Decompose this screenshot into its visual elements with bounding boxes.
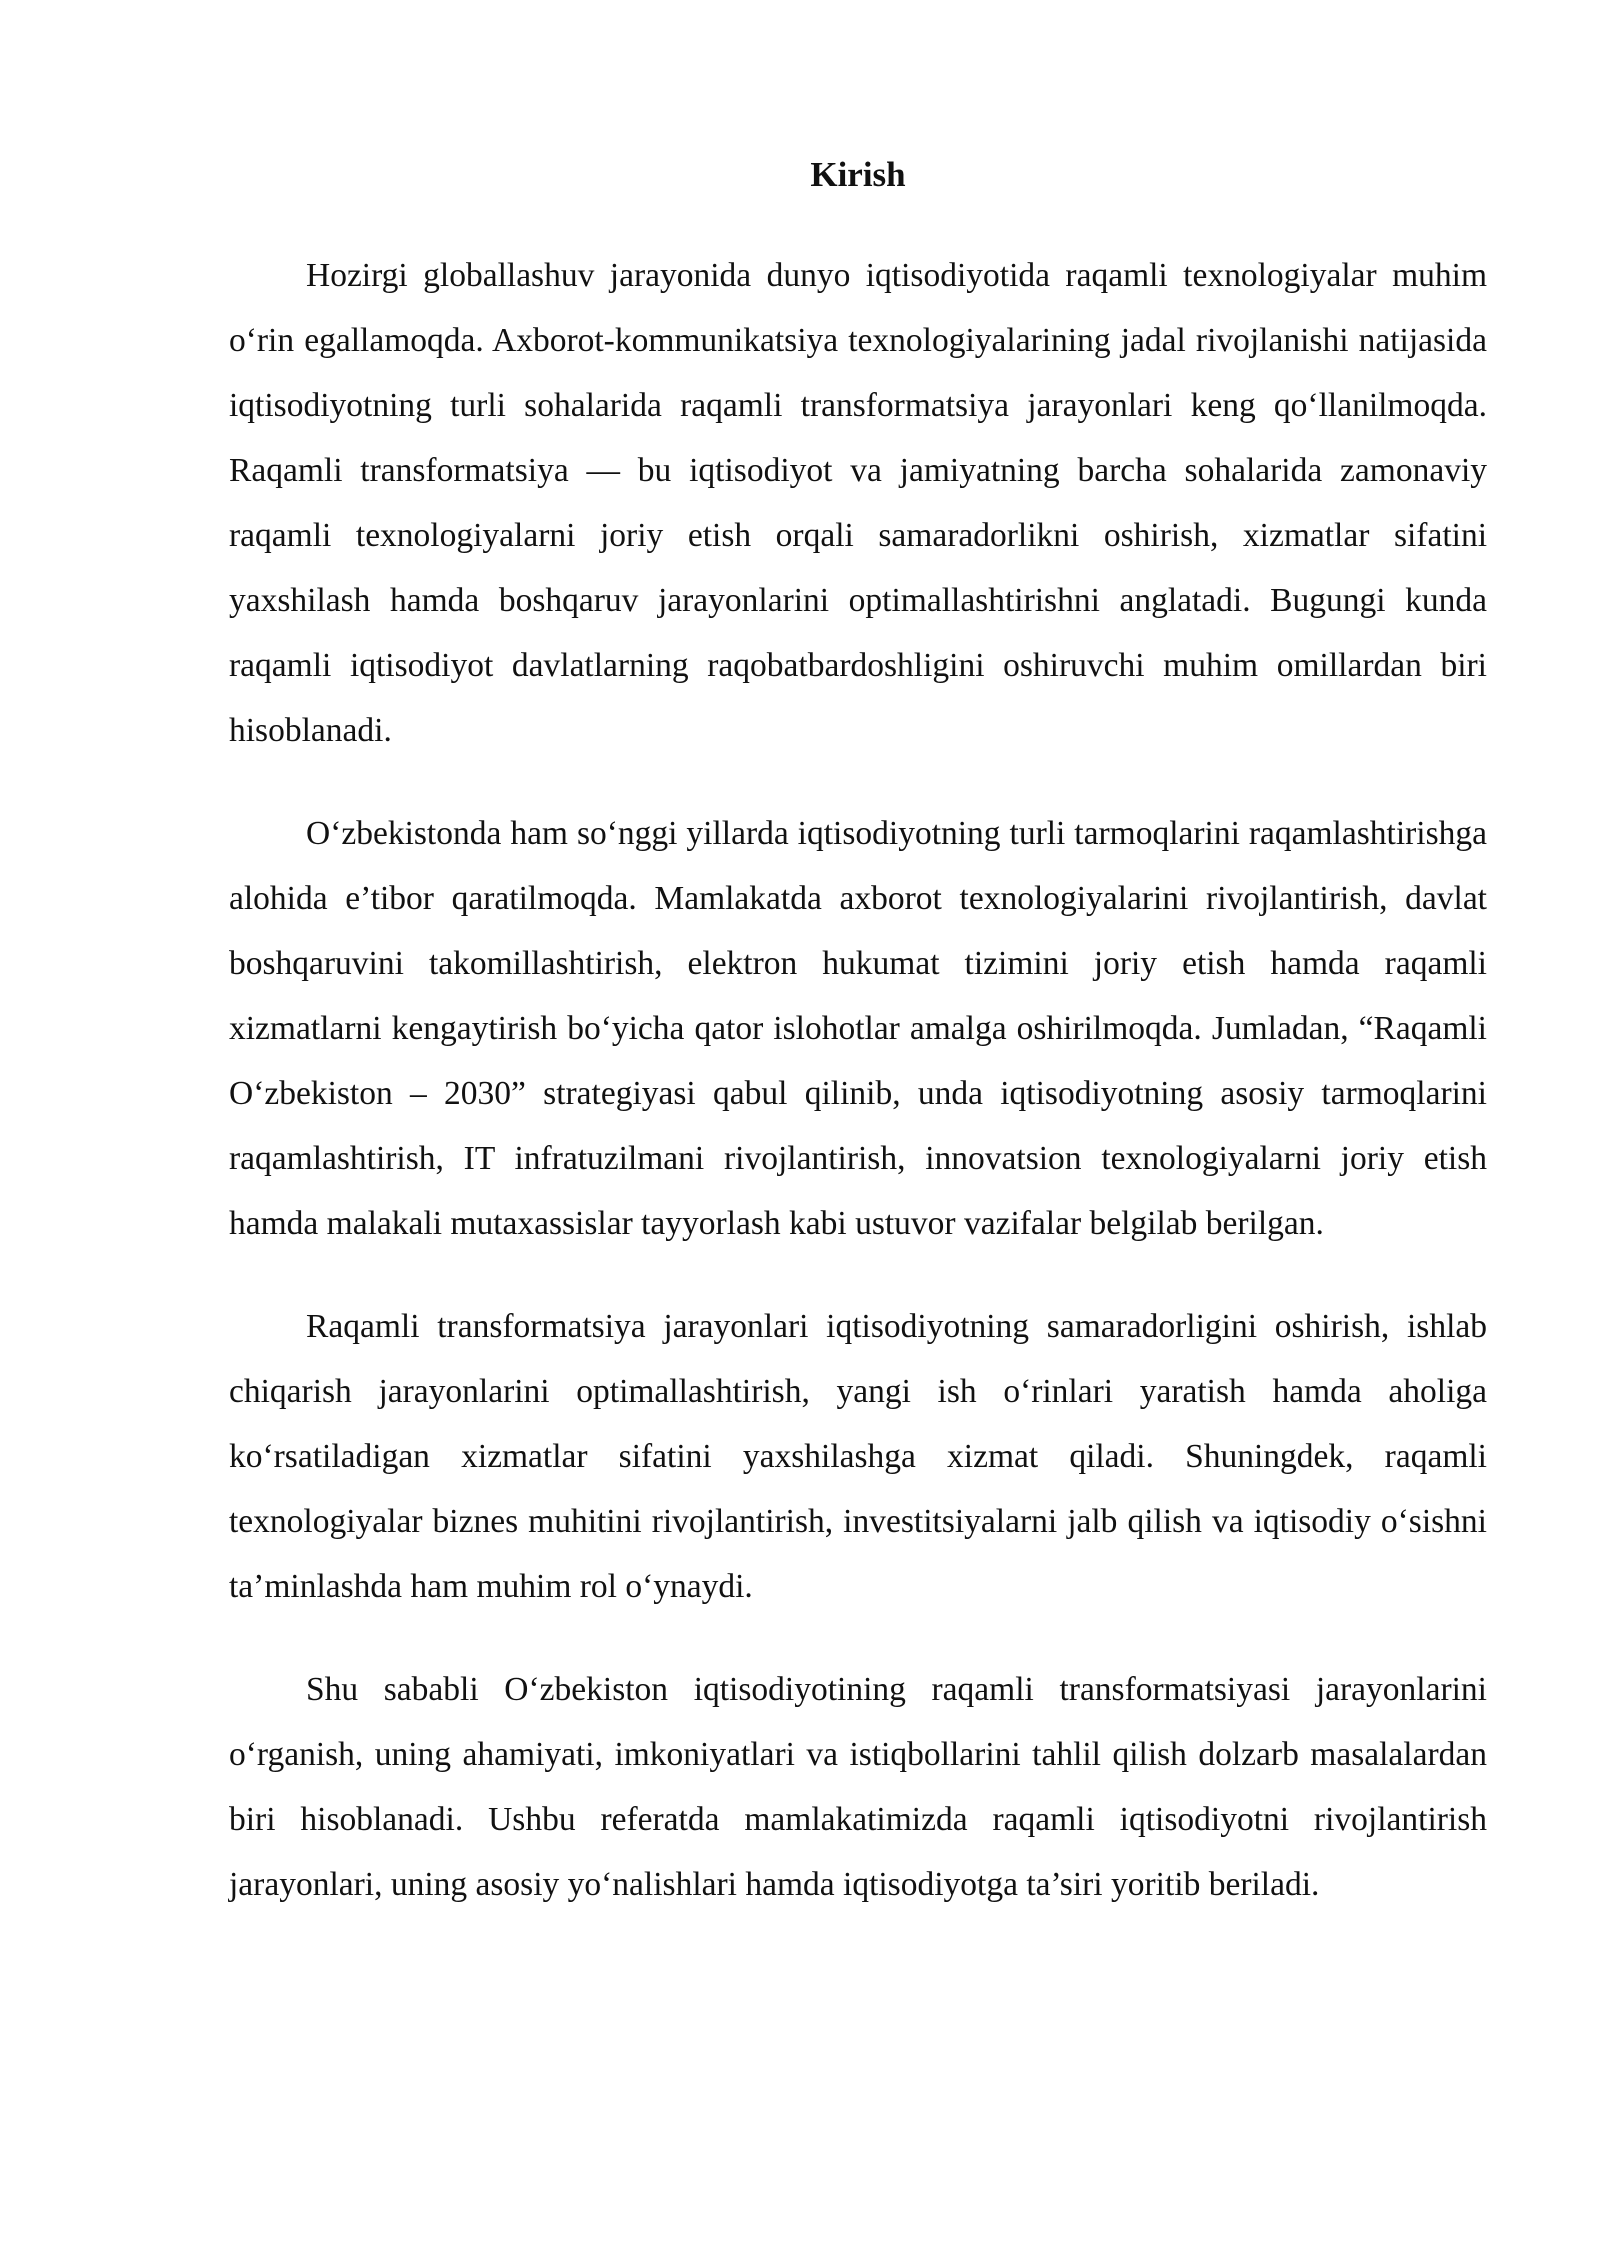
paragraph-4: Shu sababli O‘zbekiston iqtisodiyotining raqamli transformatsiyasi jarayonlarini o‘rganish, uning ahamiyati, imkoniyatlari va istiqbollarini tahlil qilish dolzarb masalalardan biri hisoblanadi. Ushbu referatda mamlakatimizda raqamli iqtisodiyotni rivojlantirish jarayonlari, uning asosiy yo‘nalishlari hamda iqtisodiyotga ta’siri yoritib beriladi. bbox=[229, 1671, 1487, 1903]
document-body bbox=[229, 145, 1487, 1955]
paragraph-2: O‘zbekistonda ham so‘nggi yillarda iqtisodiyotning turli tarmoqlarini raqamlashtirishga alohida e’tibor qaratilmoqda. Mamlakatda axborot texnologiyalarini rivojlantirish, davlat boshqaruvini takomillashtirish, elektron hukumat tizimini joriy etish hamda raqamli xizmatlarni kengaytirish bo‘yicha qator islohotlar amalga oshirilmoqda. Jumladan, “Raqamli O‘zbekiston – 2030” strategiyasi qabul qilinib, unda iqtisodiyotning asosiy tarmoqlarini raqamlashtirish, IT infratuzilmani rivojlantirish, innovatsion texnologiyalarni joriy etish hamda malakali mutaxassislar tayyorlash kabi ustuvor vazifalar belgilab berilgan. bbox=[229, 815, 1487, 1242]
paragraph-1: Hozirgi globallashuv jarayonida dunyo iqtisodiyotida raqamli texnologiyalar muhim o‘rin egallamoqda. Axborot-kommunikatsiya texnologiyalarining jadal rivojlanishi natijasida iqtisodiyotning turli sohalarida raqamli transformatsiya jarayonlari keng qo‘llanilmoqda. Raqamli transformatsiya — bu iqtisodiyot va jamiyatning barcha sohalarida zamonaviy raqamli texnologiyalarni joriy etish orqali samaradorlikni oshirish, xizmatlar sifatini yaxshilash hamda boshqaruv jarayonlarini optimallashtirishni anglatadi. Bugungi kunda raqamli iqtisodiyot davlatlarning raqobatbardoshligini oshiruvchi muhim omillardan biri hisoblanadi. bbox=[229, 257, 1487, 749]
page-title: Kirish bbox=[810, 155, 906, 194]
paragraph-3: Raqamli transformatsiya jarayonlari iqtisodiyotning samaradorligini oshirish, ishlab chiqarish jarayonlarini optimallashtirish, yangi ish o‘rinlari yaratish hamda aholiga ko‘rsatiladigan xizmatlar sifatini yaxshilashga xizmat qiladi. Shuningdek, raqamli texnologiyalar biznes muhitini rivojlantirish, investitsiyalarni jalb qilish va iqtisodiy o‘sishni ta’minlashda ham muhim rol o‘ynaydi. bbox=[229, 1308, 1487, 1605]
